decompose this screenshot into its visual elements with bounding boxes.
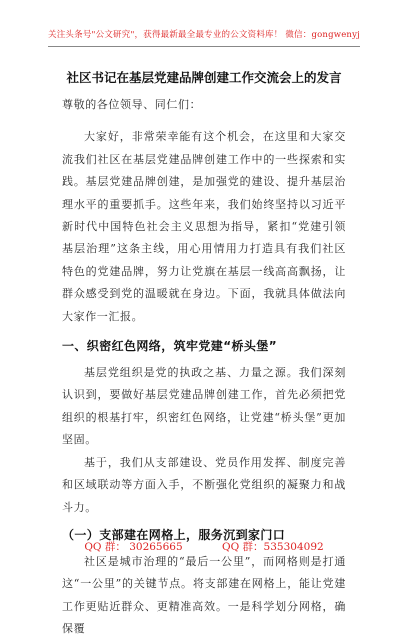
document-title: 社区书记在基层党建品牌创建工作交流会上的发言 — [66, 70, 342, 85]
subsection-heading-1: （一）支部建在网格上，服务沉到家门口 — [62, 527, 286, 542]
footer-qq-group-2: QQ 群：535304092 — [222, 541, 324, 553]
greeting: 尊敬的各位领导、同仁们： — [62, 98, 202, 111]
section-heading-1: 一、织密红色网络，筑牢党建“桥头堡” — [62, 339, 277, 354]
footer-contact — [0, 539, 408, 554]
section1-paragraph-2: 基于，我们从支部建设、党员作用发挥、制度完善和区域联动等方面入手，不断强化党组织的凝聚力和战斗力。 — [62, 455, 346, 514]
section1-paragraph-1: 基层党组织是党的执政之基、力量之源。我们深刻认识到，要做好基层党建品牌创建工作，首先必须把党组织的根基打牢，织密红色网络，让党建“桥头堡”更加坚固。 — [62, 366, 346, 447]
footer-qq-group-1: QQ 群： 30265665 — [84, 541, 183, 553]
header-divider — [48, 46, 360, 47]
intro-paragraph: 大家好，非常荣幸能有这个机会，在这里和大家交流我们社区在基层党建品牌创建工作中的一些探索和实践。基层党建品牌创建，是加强党的建设、提升基层治理水平的重要抓手。这些年来，我们始终坚持以习近平新时代中国特色社会主义思想为指导，紧扣“党建引领基层治理”这条主线，用心用情用力打造具有我们社区特色的党建品牌，努力让党旗在基层一线高高飘扬，让群众感受到党的温暖就在身边。下面，我就具体做法向大家作一汇报。 — [62, 130, 346, 323]
subsection1-paragraph-1: 社区是城市治理的“最后一公里”，而网格则是打通这“一公里”的关键节点。将支部建在网格上，能让党建工作更贴近群众、更精准高效。一是科学划分网格，确保覆 — [62, 554, 346, 636]
header-banner: 关注头条号"公文研究"，获得最新最全最专业的公文资料库！ 微信：gongwenyj — [48, 30, 360, 40]
document-body — [62, 94, 346, 641]
